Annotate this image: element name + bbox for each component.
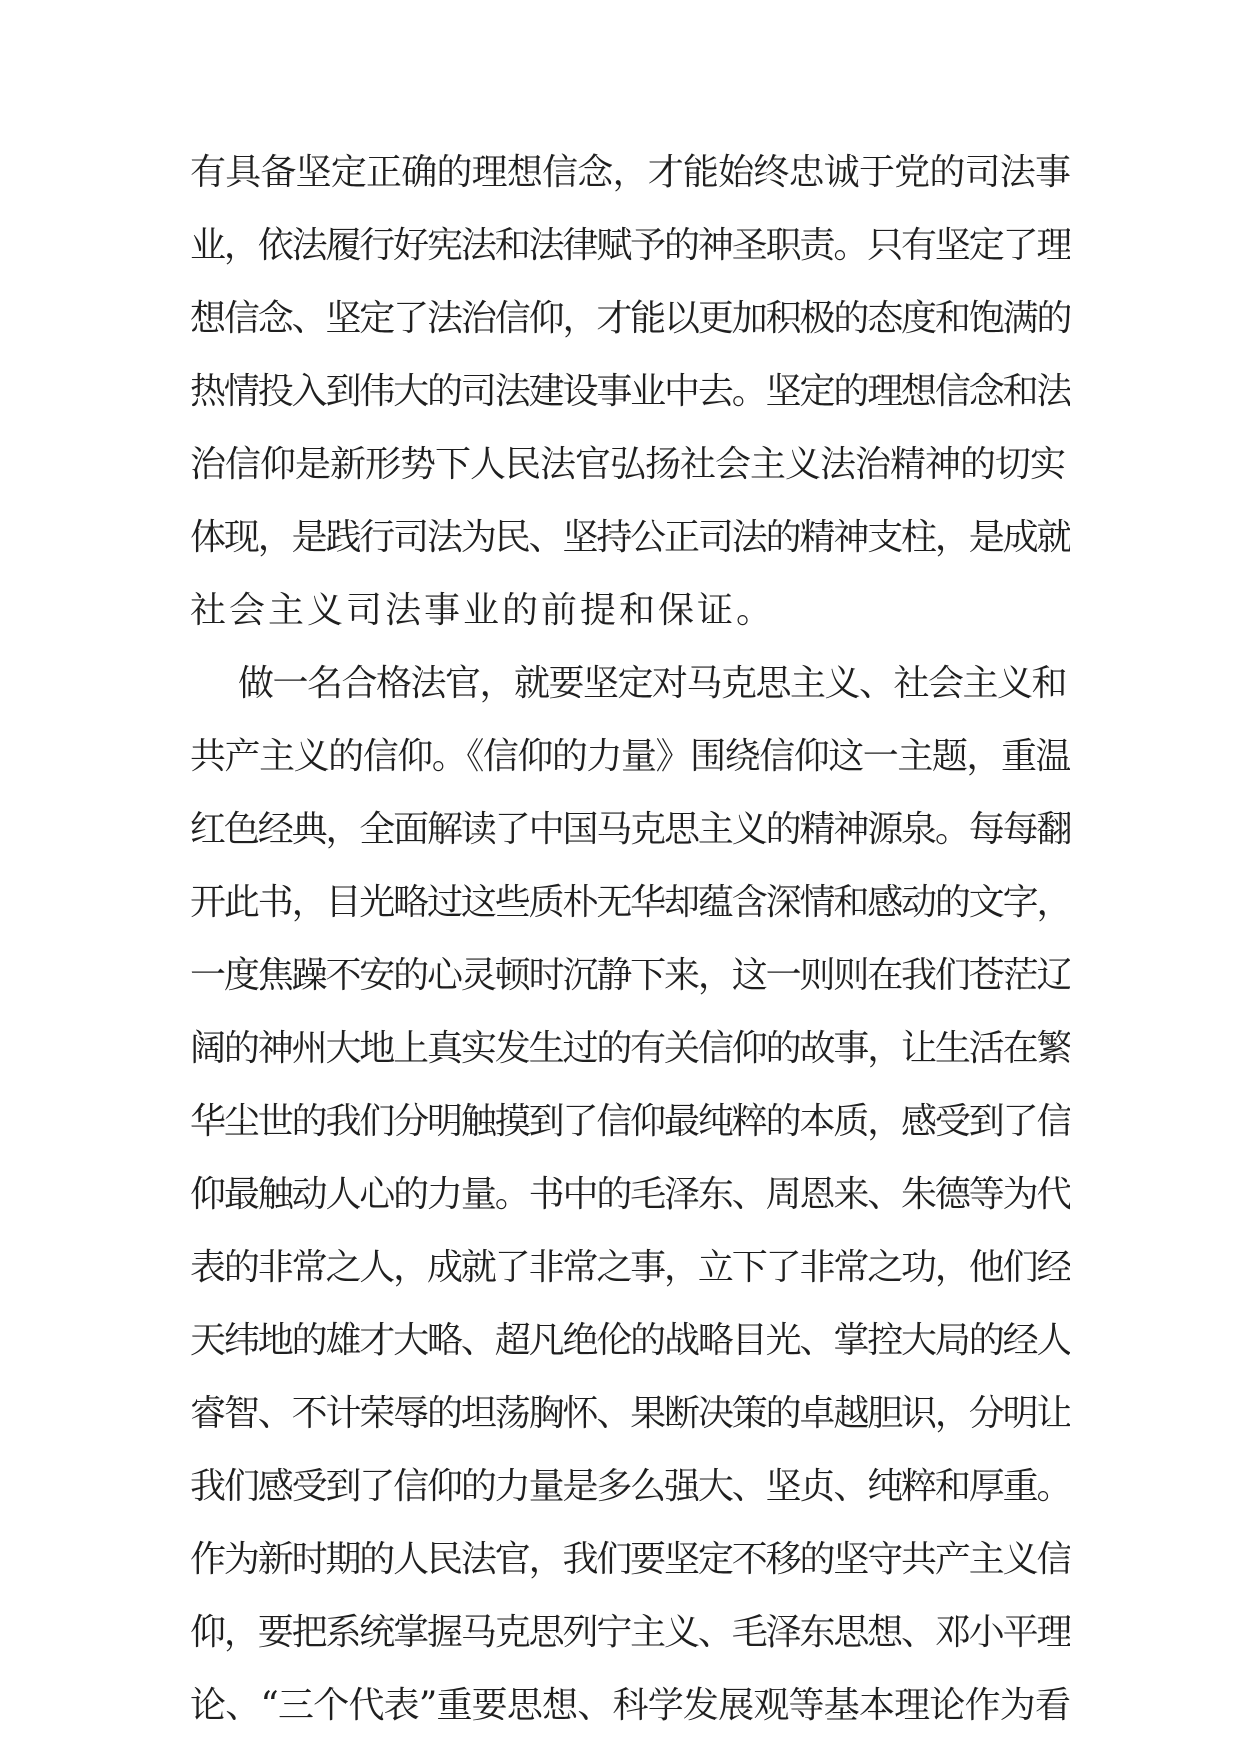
text-line-11: 开此书，目光略过这些质朴无华却蕴含深情和感动的文字， (190, 882, 1070, 923)
text-line-21: 仰，要把系统掌握马克思列宁主义、毛泽东思想、邓小平理 (190, 1612, 1070, 1653)
text-line-10: 红色经典，全面解读了中国马克思主义的精神源泉。每每翻 (190, 809, 1070, 850)
text-line-16: 表的非常之人，成就了非常之事，立下了非常之功，他们经 (190, 1247, 1070, 1288)
text-line-4: 热情投入到伟大的司法建设事业中去。坚定的理想信念和法 (190, 371, 1070, 412)
text-line-6: 体现，是践行司法为民、坚持公正司法的精神支柱，是成就 (190, 517, 1070, 558)
text-line-17: 天纬地的雄才大略、超凡绝伦的战略目光、掌控大局的经人 (190, 1320, 1070, 1361)
text-line-22: 论、“三个代表”重要思想、科学发展观等基本理论作为看 (190, 1685, 1070, 1726)
text-line-13: 阔的神州大地上真实发生过的有关信仰的故事，让生活在繁 (190, 1028, 1070, 1069)
text-line-15: 仰最触动人心的力量。书中的毛泽东、周恩来、朱德等为代 (190, 1174, 1070, 1215)
text-line-3: 想信念、坚定了法治信仰，才能以更加积极的态度和饱满的 (190, 298, 1070, 339)
text-line-14: 华尘世的我们分明触摸到了信仰最纯粹的本质，感受到了信 (190, 1101, 1070, 1142)
text-line-19: 我们感受到了信仰的力量是多么强大、坚贞、纯粹和厚重。 (190, 1466, 1070, 1507)
text-line-5: 治信仰是新形势下人民法官弘扬社会主义法治精神的切实 (190, 444, 1066, 485)
text-line-1: 有具备坚定正确的理想信念，才能始终忠诚于党的司法事 (190, 152, 1070, 193)
text-line-20: 作为新时期的人民法官，我们要坚定不移的坚守共产主义信 (190, 1539, 1070, 1580)
text-line-2: 业，依法履行好宪法和法律赋予的神圣职责。只有坚定了理 (190, 225, 1070, 266)
text-line-18: 睿智、不计荣辱的坦荡胸怀、果断决策的卓越胆识，分明让 (190, 1393, 1070, 1434)
text-line-9: 共产主义的信仰。《信仰的力量》围绕信仰这一主题，重温 (190, 736, 1070, 777)
paragraph-start-line: 做一名合格法官，就要坚定对马克思主义、社会主义和 (238, 663, 1067, 704)
text-line-12: 一度焦躁不安的心灵顿时沉静下来，这一则则在我们苍茫辽 (190, 955, 1070, 996)
text-line-7: 社会主义司法事业的前提和保证。 (190, 590, 776, 631)
